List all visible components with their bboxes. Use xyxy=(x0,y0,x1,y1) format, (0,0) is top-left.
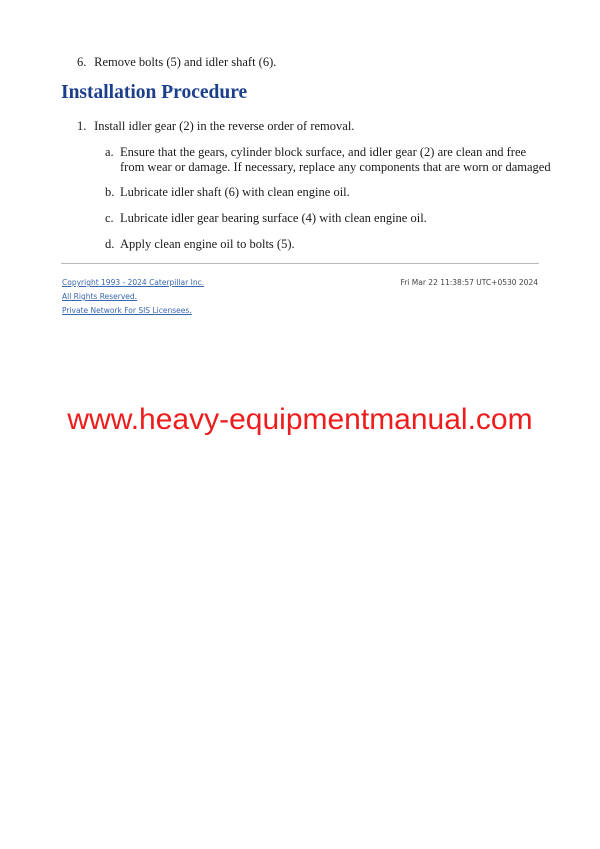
copyright-link[interactable]: Copyright 1993 - 2024 Caterpillar Inc. xyxy=(62,278,205,287)
step-number: 6. xyxy=(77,55,87,69)
substep-text-line: Ensure that the gears, cylinder block surface, and idler gear (2) are clean and free xyxy=(120,145,527,159)
substep-letter: b. xyxy=(105,185,115,199)
substep-text-line: Apply clean engine oil to bolts (5). xyxy=(120,237,295,251)
substep-b xyxy=(105,185,555,200)
step-6 xyxy=(77,55,276,70)
rights-link[interactable]: All Rights Reserved. xyxy=(62,292,138,301)
substep-text-line: from wear or damage. If necessary, replace any components that are worn or damaged xyxy=(120,159,551,174)
watermark-url: www.heavy-equipmentmanual.com xyxy=(67,403,533,436)
network-link[interactable]: Private Network For SIS Licensees. xyxy=(62,306,192,315)
substep-letter: c. xyxy=(105,211,114,225)
step-text: Remove bolts (5) and idler shaft (6). xyxy=(94,55,277,69)
substep-a xyxy=(105,145,555,174)
substep-letter: d. xyxy=(105,237,115,251)
substep-d xyxy=(105,237,555,252)
footer-divider xyxy=(61,263,539,264)
step-1 xyxy=(77,119,354,134)
substep-text-line: Lubricate idler shaft (6) with clean engine oil. xyxy=(120,185,350,199)
step-text: Install idler gear (2) in the reverse order of removal. xyxy=(94,119,355,133)
substep-text-line: Lubricate idler gear bearing surface (4) with clean engine oil. xyxy=(120,211,427,225)
step-number: 1. xyxy=(77,119,87,133)
substep-letter: a. xyxy=(105,145,114,159)
section-heading: Installation Procedure xyxy=(61,82,248,103)
footer-timestamp: Fri Mar 22 11:38:57 UTC+0530 2024 xyxy=(400,278,538,287)
substep-c xyxy=(105,211,555,226)
